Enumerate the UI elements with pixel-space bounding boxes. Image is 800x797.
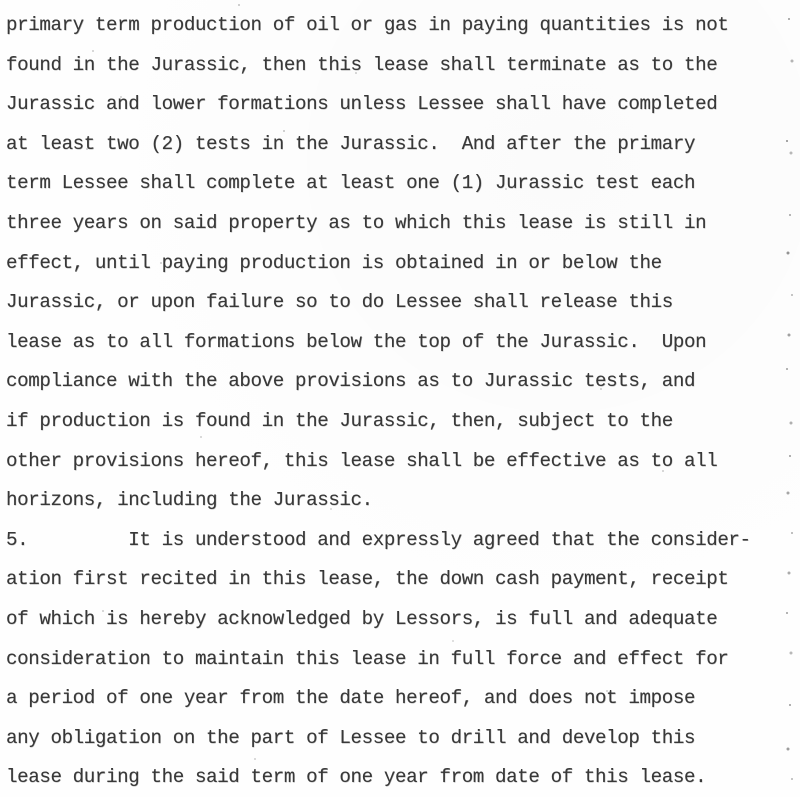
text-line: if production is found in the Jurassic, then, subject to the — [6, 409, 673, 432]
paragraph-5-start-line: 5. It is understood and expressly agreed that the consider- — [6, 528, 751, 551]
text-line: a period of one year from the date hereof, and does not impose — [6, 687, 696, 710]
text-line: three years on said property as to which this lease is still in — [6, 211, 707, 234]
scan-body-speckles — [0, 0, 2, 2]
text-line: lease as to all formations below the top of the Jurassic. Upon — [6, 330, 707, 353]
typewritten-text-block — [6, 6, 798, 797]
text-line: at least two (2) tests in the Jurassic. And after the primary — [6, 132, 696, 155]
text-line: other provisions hereof, this lease shall be effective as to all — [6, 449, 718, 472]
text-line: primary term production of oil or gas in paying quantities is not — [6, 14, 729, 36]
text-line: horizons, including the Jurassic. — [6, 489, 373, 512]
text-line: compliance with the above provisions as to Jurassic tests, and — [6, 370, 696, 393]
text-line: effect, until paying production is obtained in or below the — [6, 251, 662, 274]
text-line: any obligation on the part of Lessee to drill and develop this — [6, 726, 696, 749]
text-line: ation first recited in this lease, the down cash payment, receipt — [6, 568, 729, 591]
text-line: term Lessee shall complete at least one (1) Jurassic test each — [6, 172, 696, 195]
text-line: lease during the said term of one year from date of this lease. — [6, 766, 707, 789]
text-line: consideration to maintain this lease in full force and effect for — [6, 647, 729, 670]
text-line: of which is hereby acknowledged by Lessors, is full and adequate — [6, 607, 718, 630]
text-line: Jurassic and lower formations unless Lessee shall have completed — [6, 93, 718, 116]
text-line: Jurassic, or upon failure so to do Lessee shall release this — [6, 291, 673, 314]
text-line: found in the Jurassic, then this lease shall terminate as to the — [6, 53, 718, 76]
